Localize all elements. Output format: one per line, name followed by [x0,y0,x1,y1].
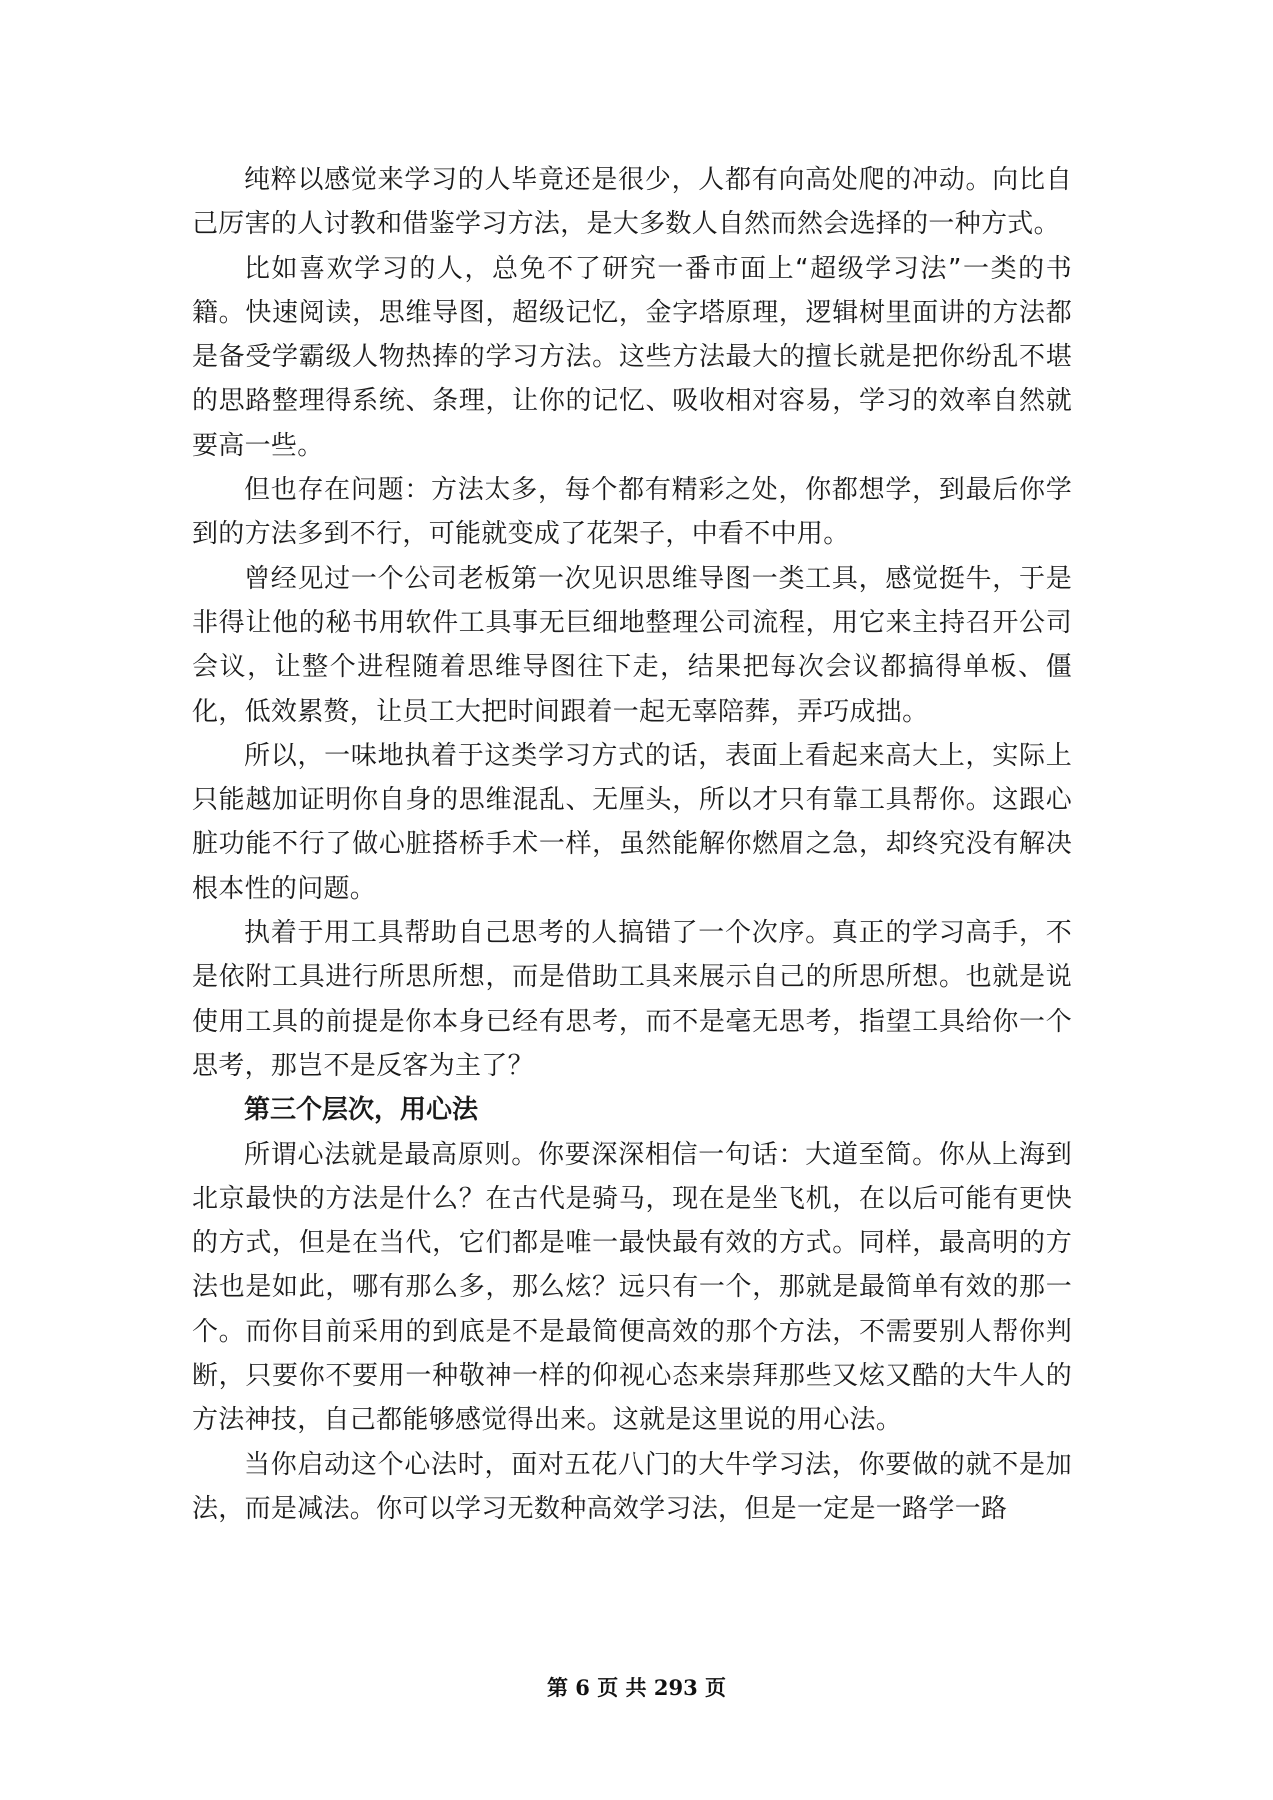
paragraph-2: 比如喜欢学习的人，总免不了研究一番市面上“超级学习法”一类的书籍。快速阅读，思维导图，超级记忆，金字塔原理，逻辑树里面讲的方法都是备受学霸级人物热捧的学习方法。这些方法最大的擅长就是把你纷乱不堪的思路整理得系统、条理，让你的记忆、吸收相对容易，学习的效率自然就要高一些。 [192,253,1072,461]
paragraph-1: 纯粹以感觉来学习的人毕竟还是很少，人都有向高处爬的冲动。向比自己厉害的人讨教和借鉴学习方法，是大多数人自然而然会选择的一种方式。 [192,165,1072,240]
paragraph-8: 当你启动这个心法时，面对五花八门的大牛学习法，你要做的就不是加法，而是减法。你可以学习无数种高效学习法，但是一定是一路学一路 [192,1449,1072,1524]
paragraph-3: 但也存在问题：方法太多，每个都有精彩之处，你都想学，到最后你学到的方法多到不行，可能就变成了花架子，中看不中用。 [192,475,1072,550]
paragraph-4: 曾经见过一个公司老板第一次见识思维导图一类工具，感觉挺牛，于是非得让他的秘书用软件工具事无巨细地整理公司流程，用它来主持召开公司会议，让整个进程随着思维导图往下走，结果把每次会议都搞得单板、僵化，低效累赘，让员工大把时间跟着一起无辜陪葬，弄巧成拙。 [192,563,1072,727]
paragraph-5: 所以，一味地执着于这类学习方式的话，表面上看起来高大上，实际上只能越加证明你自身的思维混乱、无厘头，所以才只有靠工具帮你。这跟心脏功能不行了做心脏搭桥手术一样，虽然能解你燃眉之急，却终究没有解决根本性的问题。 [192,740,1072,904]
section-heading: 第三个层次，用心法 [244,1095,479,1126]
page-body [192,158,1072,1531]
paragraph-6: 执着于用工具帮助自己思考的人搞错了一个次序。真正的学习高手，不是依附工具进行所思所想，而是借助工具来展示自己的所思所想。也就是说使用工具的前提是你本身已经有思考，而不是毫无思考，指望工具给你一个思考，那岂不是反客为主了？ [192,918,1072,1081]
page-footer: 第 6 页 共 293 页 [546,1675,726,1700]
paragraph-7: 所谓心法就是最高原则。你要深深相信一句话：大道至简。你从上海到北京最快的方法是什么？在古代是骑马，现在是坐飞机，在以后可能有更快的方式，但是在当代，它们都是唯一最快最有效的方式。同样，最高明的方法也是如此，哪有那么多，那么炫？远只有一个，那就是最简单有效的那一个。而你目前采用的到底是不是最简便高效的那个方法，不需要别人帮你判断，只要你不要用一种敬神一样的仰视心态来崇拜那些又炫又酷的大牛人的方法神技，自己都能够感觉得出来。这就是这里说的用心法。 [192,1139,1072,1436]
